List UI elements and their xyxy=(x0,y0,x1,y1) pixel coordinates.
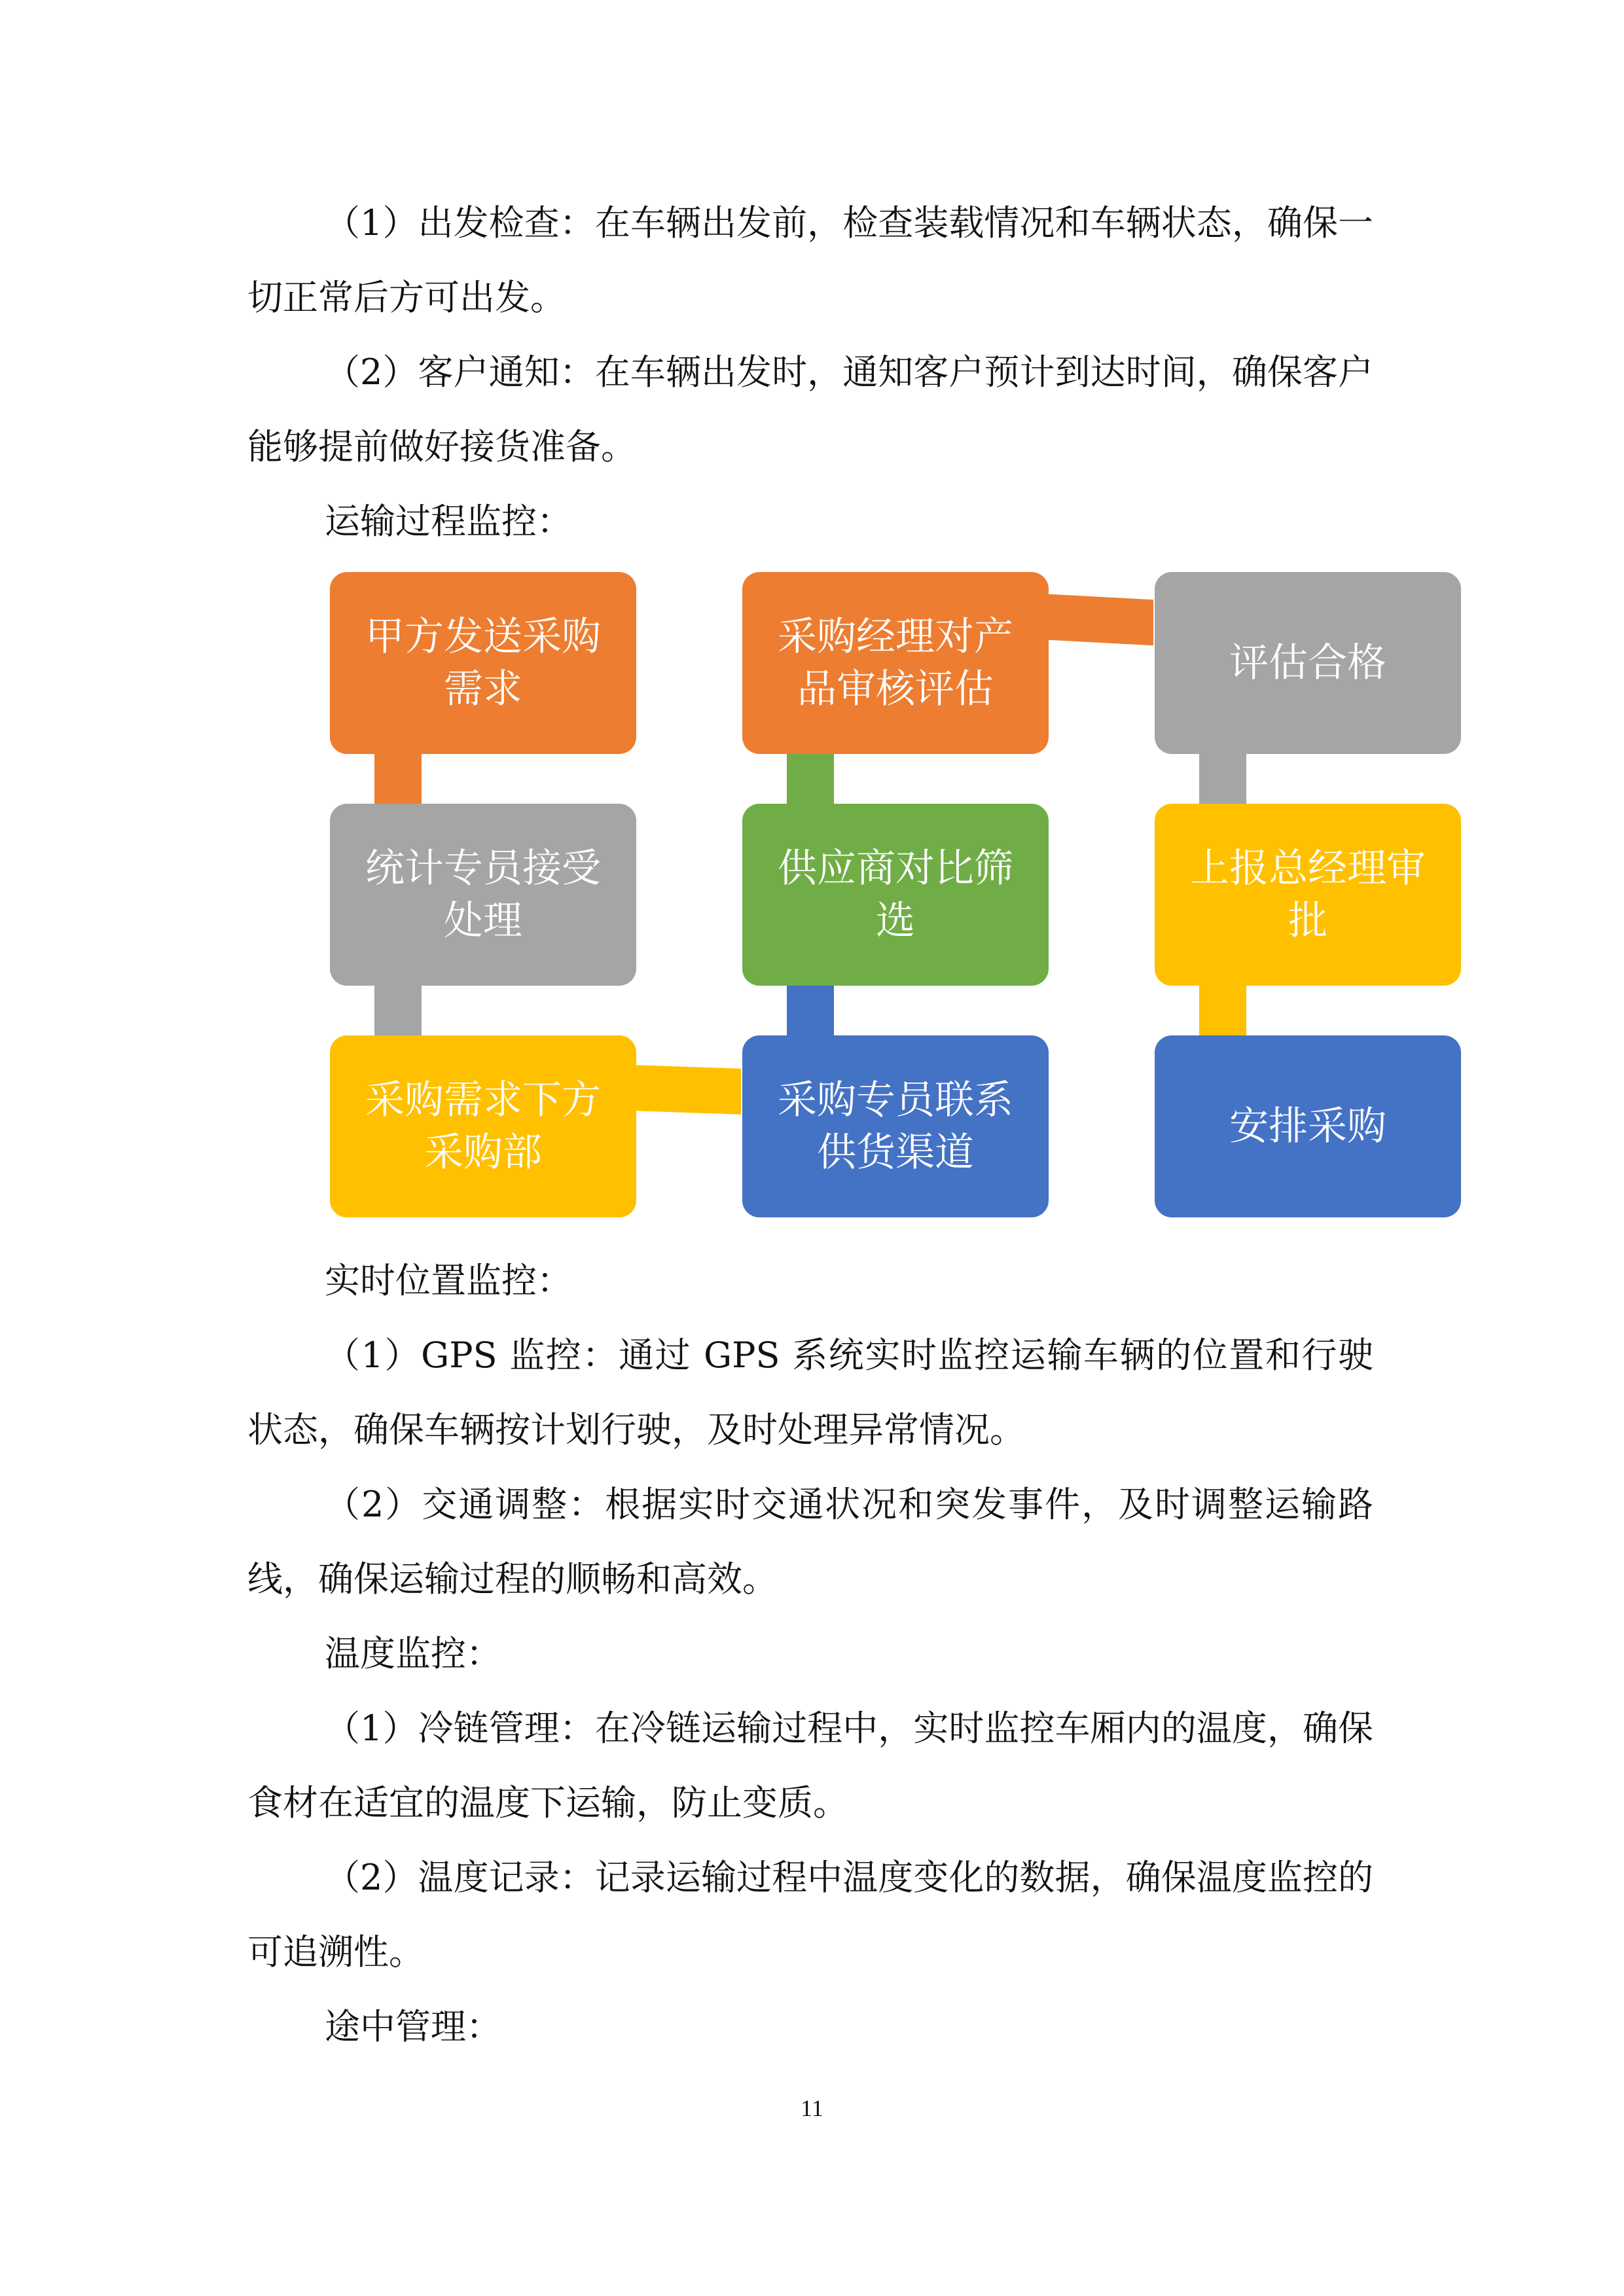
connector-3-4 xyxy=(636,1065,741,1115)
flow-step-statistician-process: 统计专员接受处理 xyxy=(330,804,636,986)
heading-realtime-location: 实时位置监控： xyxy=(325,1260,572,1301)
paragraph-departure-check: （1）出发检查：在车辆出发前，检查装载情况和车辆状态，确保一切正常后方可出发。 xyxy=(247,202,1373,318)
flow-step-contact-suppliers: 采购专员联系供货渠道 xyxy=(742,1035,1049,1217)
paragraph-traffic-adjust: （2）交通调整：根据实时交通状况和突发事件，及时调整运输路线，确保运输过程的顺畅和高效。 xyxy=(247,1484,1373,1600)
connector-2-3 xyxy=(374,986,422,1035)
connector-7-8 xyxy=(1199,754,1246,804)
flow-step-compare-suppliers: 供应商对比筛选 xyxy=(742,804,1049,986)
heading-enroute-management: 途中管理： xyxy=(325,2006,501,2047)
paragraph-gps-monitor: （1）GPS 监控：通过 GPS 系统实时监控运输车辆的位置和行驶状态，确保车辆按计划行驶，及时处理异常情况。 xyxy=(247,1335,1373,1450)
flow-step-gm-approval: 上报总经理审批 xyxy=(1155,804,1461,986)
connector-8-9 xyxy=(1199,986,1246,1035)
flow-step-send-request: 甲方发送采购需求 xyxy=(330,572,636,754)
flow-step-dispatch-to-purchasing: 采购需求下方采购部 xyxy=(330,1035,636,1217)
flow-step-arrange-purchase: 安排采购 xyxy=(1155,1035,1461,1217)
page-number: 11 xyxy=(801,2095,823,2121)
flow-step-evaluation-passed: 评估合格 xyxy=(1155,572,1461,754)
connector-4-5 xyxy=(787,986,834,1035)
heading-temperature-monitor: 温度监控： xyxy=(325,1633,501,1674)
paragraph-customer-notice: （2）客户通知：在车辆出发时，通知客户预计到达时间，确保客户能够提前做好接货准备。 xyxy=(247,351,1373,467)
heading-transport-monitor: 运输过程监控： xyxy=(325,501,572,542)
connector-5-6 xyxy=(787,754,834,804)
paragraph-cold-chain: （1）冷链管理：在冷链运输过程中，实时监控车厢内的温度，确保食材在适宜的温度下运输，防止变质。 xyxy=(247,1708,1373,1823)
paragraph-temperature-record: （2）温度记录：记录运输过程中温度变化的数据，确保温度监控的可追溯性。 xyxy=(247,1857,1373,1973)
procurement-flowchart xyxy=(330,572,1462,1220)
connector-6-7 xyxy=(1049,594,1153,645)
flow-step-manager-review: 采购经理对产品审核评估 xyxy=(742,572,1049,754)
connector-1-2 xyxy=(374,754,422,804)
